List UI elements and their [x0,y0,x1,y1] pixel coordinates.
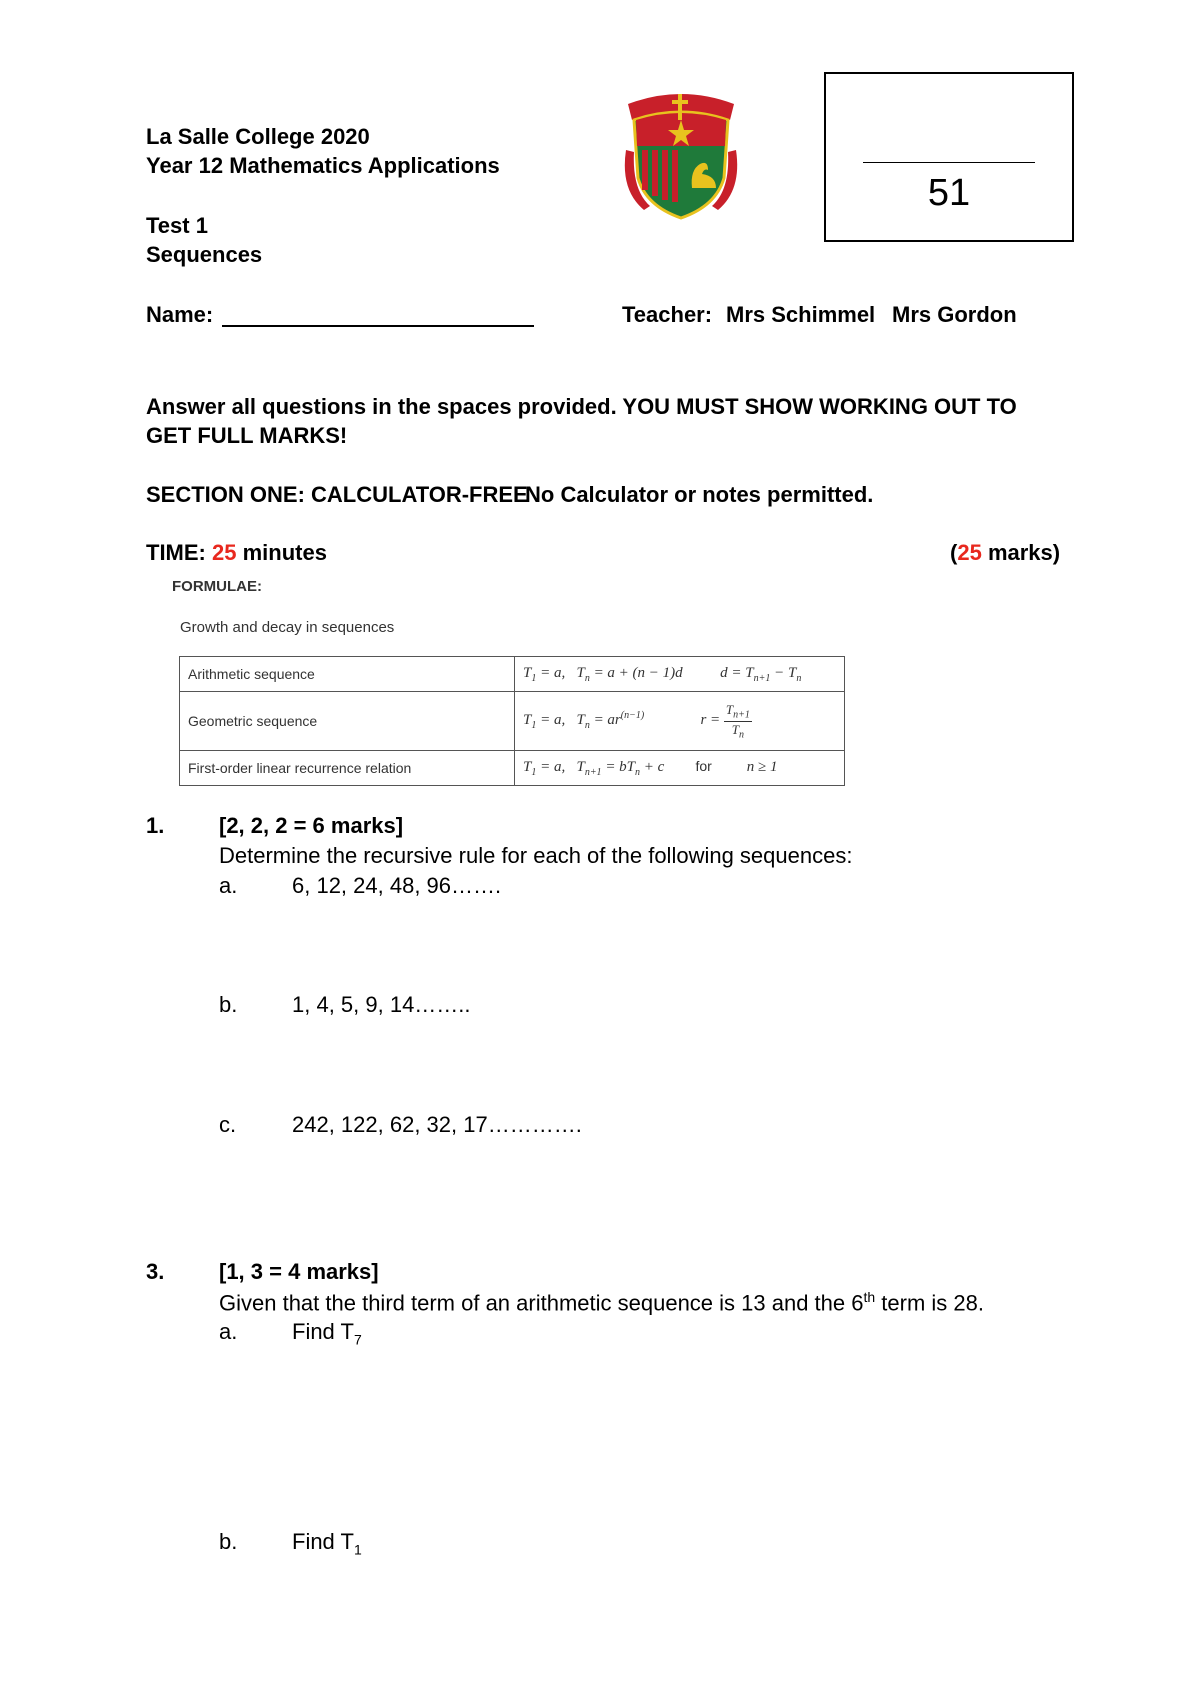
part-label: a. [219,873,238,898]
teacher-option-schimmel[interactable]: Mrs Schimmel [726,302,876,327]
part-sequence: 6, 12, 24, 48, 96……. [292,873,502,898]
formula-recurrence: $T_1 = a$, $T_{n+1} = bT_n + c$ for n ≥ 1 [515,751,845,786]
school-crest-logo [620,90,742,224]
part-sequence: 242, 122, 62, 32, 17…………. [292,1112,582,1137]
teacher-label: Teacher: [622,302,713,327]
formulae-label: FORMULAE: [172,578,262,595]
test-number: Test 1 [146,213,208,238]
score-total: 51 [927,172,971,214]
time-unit: minutes [242,540,327,565]
section-note: No Calculator or notes permitted. [525,482,874,507]
school-name: La Salle College 2020 [146,124,370,149]
score-answer-line [863,162,1035,163]
crest-cross [678,94,682,120]
formula-row-recurrence [180,751,845,786]
part-prompt: Find $T_7$ [292,1319,362,1348]
formula-row-geometric [180,692,845,751]
question-text: Given that the third term of an arithmetic sequence is 13 and the 6th term is 28. [219,1289,984,1316]
section-marks: (25 marks) [950,540,1061,565]
question-marks: [2, 2, 2 = 6 marks] [219,813,404,838]
course-title: Year 12 Mathematics Applications [146,153,500,178]
teacher-option-gordon[interactable]: Mrs Gordon [892,302,1017,327]
formula-geometric: $T_1 = a$, $T_n = ar^{(n-1)}$ r = $\frac{T_{n+1}}{T_n}$ [515,692,845,751]
score-box [824,72,1074,242]
time-value: 25 [212,540,237,565]
formula-table [179,656,845,786]
formula-row-arithmetic [180,657,845,692]
test-topic: Sequences [146,242,263,267]
part-label: b. [219,1529,238,1554]
formula-name: Geometric sequence [180,692,515,751]
name-input-line[interactable] [222,325,534,327]
question-text: Determine the recursive rule for each of the following sequences: [219,843,853,868]
part-label: a. [219,1319,238,1344]
question-marks: [1, 3 = 4 marks] [219,1259,379,1284]
part-prompt: Find $T_1$ [292,1529,362,1558]
question-number: 1. [146,813,165,838]
part-sequence: 1, 4, 5, 9, 14…….. [292,992,471,1017]
time-allowed [146,540,327,566]
name-label: Name: [146,302,214,327]
formula-name: Arithmetic sequence [180,657,515,692]
instructions: Answer all questions in the spaces provided. YOU MUST SHOW WORKING OUT TO GET FULL MARKS! [146,394,1017,448]
formulae-subheading: Growth and decay in sequences [180,619,395,636]
part-label: c. [219,1112,237,1137]
part-label: b. [219,992,238,1017]
formula-name: First-order linear recurrence relation [180,751,515,786]
question-number: 3. [146,1259,165,1284]
section-title: SECTION ONE: CALCULATOR-FREE [146,482,528,507]
marks-value: 25 [957,540,982,565]
formula-arithmetic: $T_1 = a$, $T_n = a + (n - 1)d$ $d = T_{n+1} - T_n$ [515,657,845,692]
time-label: TIME: [146,540,206,565]
